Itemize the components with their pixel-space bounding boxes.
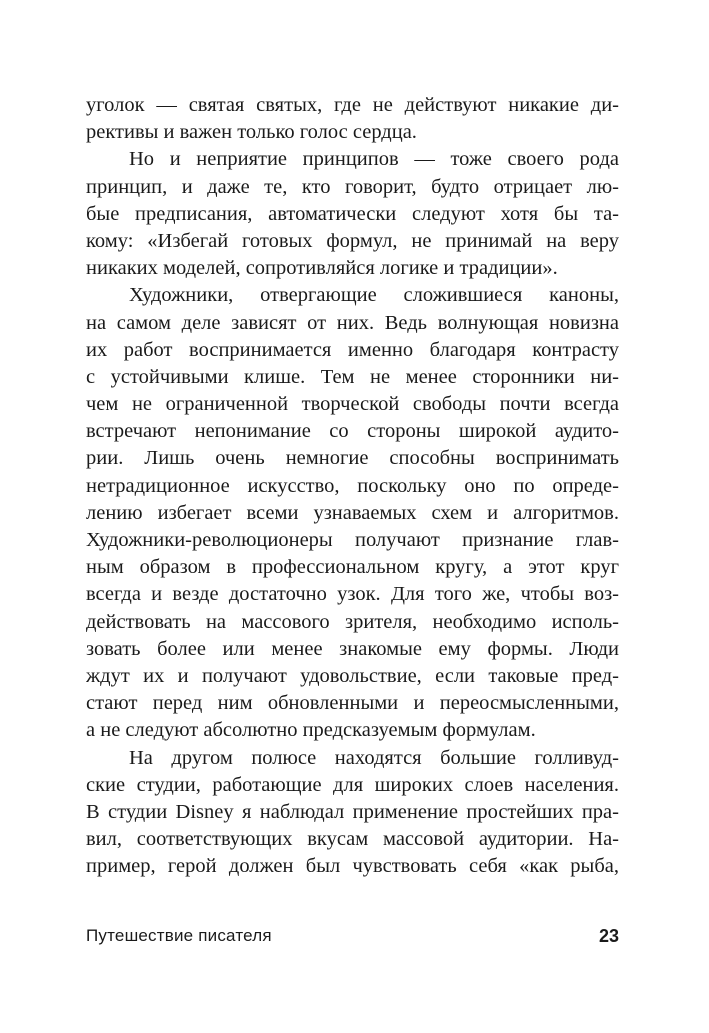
text-line: ские студии, работающие для широких слоев населения. xyxy=(86,773,619,796)
text-line: Художники-революционеры получают признание глав- xyxy=(86,529,619,551)
page-body xyxy=(86,92,619,880)
text-line: всегда и везде достаточно узок. Для того же, чтобы воз- xyxy=(86,583,619,606)
text-line: бые предписания, автоматически следуют хотя бы та- xyxy=(86,202,619,225)
text-line: В студии Disney я наблюдал применение простейших пра- xyxy=(86,800,619,823)
text-line: ждут их и получают удовольствие, если таковые пред- xyxy=(86,664,619,687)
text-line: рективы и важен только голос сердца. xyxy=(86,121,417,144)
text-line: пример, герой должен был чувствовать себя «как рыба, xyxy=(86,855,619,878)
running-title: Путешествие писателя xyxy=(86,926,272,945)
text-line: Но и неприятие принципов — тоже своего рода xyxy=(129,148,619,171)
text-line: вил, соответствующих вкусам массовой аудитории. На- xyxy=(86,828,619,851)
text-line: на самом деле зависят от них. Ведь волнующая новизна xyxy=(86,311,619,334)
text-line: На другом полюсе находятся большие голливуд- xyxy=(129,746,619,769)
text-line: уголок — святая святых, где не действуют никакие ди- xyxy=(86,94,619,116)
text-line: их работ воспринимается именно благодаря контрасту xyxy=(86,338,619,361)
text-line: чем не ограниченной творческой свободы почти всегда xyxy=(86,393,619,416)
text-line: рии. Лишь очень немногие способны воспринимать xyxy=(86,447,619,470)
text-line: принцип, и даже те, кто говорит, будто отрицает лю- xyxy=(86,175,619,198)
text-line: лению избегает всеми узнаваемых схем и алгоритмов. xyxy=(86,501,619,524)
text-line: с устойчивыми клише. Тем не менее сторонники ни- xyxy=(86,365,619,388)
page-footer xyxy=(86,926,619,952)
text-line: никаких моделей, сопротивляйся логике и традиции». xyxy=(86,257,558,280)
text-line: зовать более или менее знакомые ему формы. Люди xyxy=(86,637,619,660)
page-number: 23 xyxy=(598,926,619,946)
text-line: стают перед ним обновленными и переосмысленными, xyxy=(86,692,619,715)
text-line: а не следуют абсолютно предсказуемым формулам. xyxy=(86,719,536,742)
text-line: встречают непонимание со стороны широкой аудито- xyxy=(86,420,619,443)
text-line: Художники, отвергающие сложившиеся каноны, xyxy=(129,284,619,307)
text-line: нетрадиционное искусство, поскольку оно по опреде- xyxy=(86,474,619,497)
text-line: кому: «Избегай готовых формул, не принимай на веру xyxy=(86,229,619,252)
text-line: действовать на массового зрителя, необходимо исполь- xyxy=(86,610,619,633)
text-line: ным образом в профессиональном кругу, а этот круг xyxy=(86,556,619,579)
